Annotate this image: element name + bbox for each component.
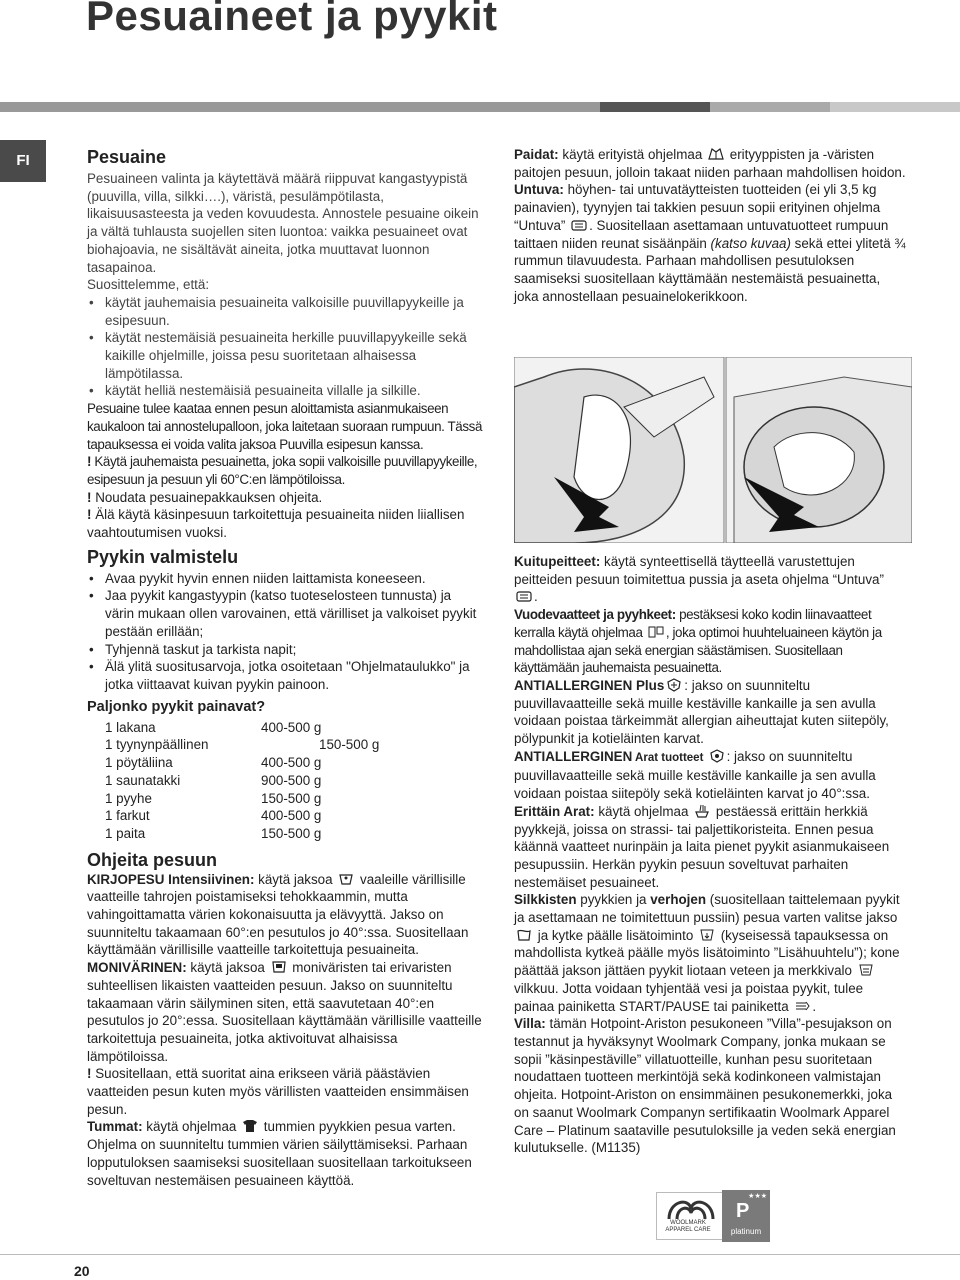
table-row: 1 saunatakki 900-500 g	[105, 772, 322, 788]
list-item: • Älä ylitä suositusarvoja, jotka osoitetaan "Ohjelmataulukko" ja jotka viittaavat kuivan pyykin painoon.	[87, 658, 482, 693]
vuodevaatteet-text: Vuodevaatteet ja pyyhkeet: pestäksesi koko kodin liinavaatteet kerralla käytä ohjelmaa , joka optimoi huuhteluaineen käytön ja mahdollistaa ajan sekä energian säästämisen. Suositellaan käyttämään jauhemaista pesuainetta.	[514, 607, 882, 676]
note-colors: ! Suositellaan, että suoritat aina erikseen väriä päästävien vaatteiden pesun kuten myös värillisten vaatteiden ensimmäisen pesun.	[87, 1066, 469, 1117]
language-tab: FI	[0, 140, 46, 182]
prep-list	[87, 570, 482, 694]
note-powder: ! Käytä jauhemaista pesuainetta, joka sopii valkoisille puuvillapyykeille, esipesuun ja pesuun yli 60°C:en lämpötiloissa.	[87, 454, 478, 487]
heading-ohjeita: Ohjeita pesuun	[87, 849, 218, 870]
platinum-badge	[722, 1190, 770, 1242]
silkki-text: Silkkisten pyykkien ja verhojen (suositellaan taittelemaan pyykit ja asettamaan ne toimitettuun pussiin) pesua varten valitse jakso ja kytke päälle lisätoiminto (kyseisessä tapauksessa on mahdollista kytkeä päälle myös lisätoiminto ”Lisähuuhtelu”); kone päättää jakson jättäen pyykit liotaan veteen ja merkkivalo vilkkuu. Jotta voidaan tyhjentää vesi ja poistaa pyykit, tulee painaa painiketta START/PAUSE tai painiketta .	[514, 892, 900, 1014]
silk-icon	[516, 928, 532, 942]
erittain-arat-text: Erittäin Arat: käytä ohjelmaa pestäessä erittäin herkkiä pyykkejä, joissa on strassi- tai paljettikoristeita. Ennen pesua käännä vaatteet nurinpäin ja laita pienet pyykit asianmukaiseen pesupussiin. Herkän pyykin pesuun soveltuvat parhaiten nestemäiset pesuaineet.	[514, 803, 890, 890]
warning-mark: !	[87, 1066, 92, 1082]
kuitupeitteet-text: Kuitupeitteet: käytä synteettisellä täytteellä varustettujen peitteiden pesuun toimitettua pussia ja aseta ohjelma “Untuva” .	[514, 554, 884, 605]
platinum-label: platinum	[730, 1227, 762, 1236]
warning-mark: !	[87, 454, 92, 470]
drum-loading-illustration	[514, 357, 912, 543]
recommend-intro: Suosittelemme, että:	[87, 277, 210, 293]
page-title: Pesuaineet ja pyykit	[86, 0, 498, 39]
table-row: 1 pöytäliina 400-500 g	[105, 755, 322, 771]
untuva-text: Untuva: höyhen- tai untuvatäytteisten tuotteiden (ei yli 3,5 kg painavien), tyynyjen tai takkien pesuun sopii erityinen ohjelma “Untuva” . Suositellaan asettamaan untuvatuotteet rumpuun taittaen niiden reunat sisäänpäin (katso kuvaa) sekä ettei ylitetä ¾ rummun tilavuudesta. Parhaan mahdollisen pesutuloksen saamiseksi suositellaan käyttämään nestemäistä pesuainetta, joka annostellaan pesuainelokerikkoon.	[514, 182, 906, 304]
indicator-icon	[858, 963, 874, 977]
warning-mark: !	[87, 489, 92, 505]
list-item: • käytät helliä nestemäisiä pesuaineita villalle ja silkille.	[87, 382, 482, 400]
recommend-list	[87, 294, 482, 400]
table-row: 1 lakana 400-500 g	[105, 719, 322, 735]
table-row: 1 tyynynpäällinen 150-500 g	[105, 737, 380, 753]
hand-wash-icon	[694, 804, 710, 818]
note-package: ! Noudata pesuainepakkauksen ohjeita.	[87, 489, 323, 505]
multicolor-icon	[271, 960, 287, 974]
woolmark-label: WOOLMARK APPAREL CARE	[665, 1220, 711, 1233]
page-number: 20	[74, 1263, 90, 1279]
down-icon	[516, 589, 532, 603]
dosing-text: Pesuaine tulee kaataa ennen pesun aloittamista asianmukaiseen kaukaloon tai annostelupalloon, joka laitetaan suoraan rumpuun. Tässä tapauksessa ei voida valita jaksoa Puuvilla esipesun kanssa.	[87, 401, 482, 452]
paidat-text: Paidat: käytä erityistä ohjelmaa erityyppisten ja -väristen paitojen pesuun, jolloin takaat niiden parhaan mahdollisen hoidon.	[514, 147, 906, 180]
header-bar	[0, 102, 960, 112]
bed-icon	[648, 625, 664, 639]
platinum-p-icon: P	[736, 1200, 750, 1222]
table-row: 1 farkut 400-500 g	[105, 808, 322, 824]
list-item: • käytät jauhemaisia pesuaineita valkoisille puuvillapyykeille ja esipesuun.	[87, 294, 482, 329]
weights-table	[105, 719, 482, 843]
right-column-top	[514, 146, 906, 305]
note-handwash: ! Älä käytä käsinpesuun tarkoitettuja pesuaineita niiden liiallisen vaahtoutumisen vuoksi.	[87, 507, 465, 541]
tummat-text: Tummat: käytä ohjelmaa tummien pyykkien pesua varten. Ohjelma on suunniteltu tummien värien säilyttämiseksi. Parhaan lopputuloksen saamiseksi suositellaan suositellaan tarkoitukseen soveltuvan nestemäisen pesuaineen käyttöä.	[87, 1119, 472, 1188]
heading-paljonko: Paljonko pyykit painavat?	[87, 698, 266, 715]
list-item: • Tyhjennä taskut ja tarkista napit;	[87, 641, 482, 659]
heading-pesuaine: Pesuaine	[87, 147, 167, 167]
down-icon	[571, 218, 587, 232]
antiallerginen-plus-text: ANTIALLERGINEN Plus : jakso on suunniteltu puuvillavaatteille sekä muille kestäville kankaille ja sen avulla voidaan poistaa tärkeimmät allergian aiheuttajat kuten siitepöly, pölypunkit ja kotieläinten karvat.	[514, 677, 889, 747]
list-item: • Jaa pyykit kangastyypin (katso tuoteselosteen tunnusta) ja värin mukaan ollen varovainen, että värilliset ja valkoiset pyykit pestään erillään;	[87, 587, 482, 640]
dark-tshirt-icon	[242, 1119, 258, 1133]
monivarinen-text: MONIVÄRINEN: käytä jaksoa moniväristen tai erivaristen suhteellisen likaisten vaatteiden pesuun. Jakso on suunniteltu takaamaan värin säilyminen siten, että saavutetaan 40°:en pesutulos jo 20°:essa. Suositellaan käyttämään värillisille vaatteille tarkoitettuja pesuaineita, jotka aktivoituvat alhaisissa lämpötiloissa.	[87, 960, 482, 1064]
table-row: 1 pyyhe 150-500 g	[105, 790, 322, 806]
footer-rule	[0, 1254, 960, 1255]
heading-pyykin: Pyykin valmistelu	[87, 546, 239, 567]
stars: ★★★	[748, 1193, 767, 1200]
villa-text: Villa: tämän Hotpoint-Ariston pesukoneen ”Villa”-pesujakson on testannut ja hyväksynyt Woolmark Company, jonka mukaan se sopii ”käsinpestäville” villatuotteille, kunhan pesu suoritetaan noudattaen tuotteen merkintöjä sekä kodinkoneen valmistajan ohjeita. Hotpoint-Ariston on ensimmäinen pesukonemerkki, joka on saanut Woolmark Companyn sertifikaatin Woolmark Apparel Care – Platinum saataville pesutuloksille ja veden sekä energian kulutukselle. (M1135)	[514, 1016, 896, 1156]
kirjopesu-text: KIRJOPESU Intensiivinen: käytä jaksoa vaaleille värillisille vaatteille tahrojen poistamiseksi tehokkaammin, mutta vahingoittamatta värien kokonaisuutta ja elävyyttä. Jakso on suunniteltu takaamaan 60°:en pesutulos jo 40°:ssa. Suositellaan käyttämään värillisille vaatteille tarkoitettuja pesuaineita.	[87, 871, 469, 958]
drain-icon	[699, 928, 715, 942]
mixcolor-icon	[338, 872, 354, 886]
left-column	[87, 146, 482, 1189]
antiallergen-icon	[709, 749, 725, 763]
list-item: • käytät nestemäisiä pesuaineita herkille puuvillapyykeille sekä kaikille ohjelmille, joissa pesu suoritetaan alhaisessa lämpötilassa.	[87, 329, 482, 382]
list-item: • Avaa pyykit hyvin ennen niiden laittamista koneeseen.	[87, 570, 482, 588]
antiallerginen-text: ANTIALLERGINEN Arat tuotteet : jakso on suunniteltu puuvillavaatteille sekä muille kestäville kankaille ja sen avulla voidaan poistaa siitepöly sekä kotieläinten karvat jo 40°:ssa.	[514, 748, 876, 802]
pesuaine-intro: Pesuaineen valinta ja käytettävä määrä riippuvat kangastyypistä (puuvilla, villa, silkki….), väristä, pesulämpötilasta, likaisuusasteesta ja veden kovuudesta. Annostele pesuaine oikein ja vältä tuhlausta suojellen siten luontoa: vaikka pesuaineet ovat biohajoavia, ne sisältävät aineita, jotka muuttavat luonnon tasapainoa.	[87, 171, 479, 275]
drain-button-icon	[794, 999, 810, 1013]
table-row: 1 paita 150-500 g	[105, 825, 322, 841]
shirt-wash-icon	[708, 147, 724, 161]
right-column-bottom	[514, 553, 906, 1157]
warning-mark: !	[87, 507, 92, 523]
antiallergen-plus-icon	[666, 678, 682, 692]
